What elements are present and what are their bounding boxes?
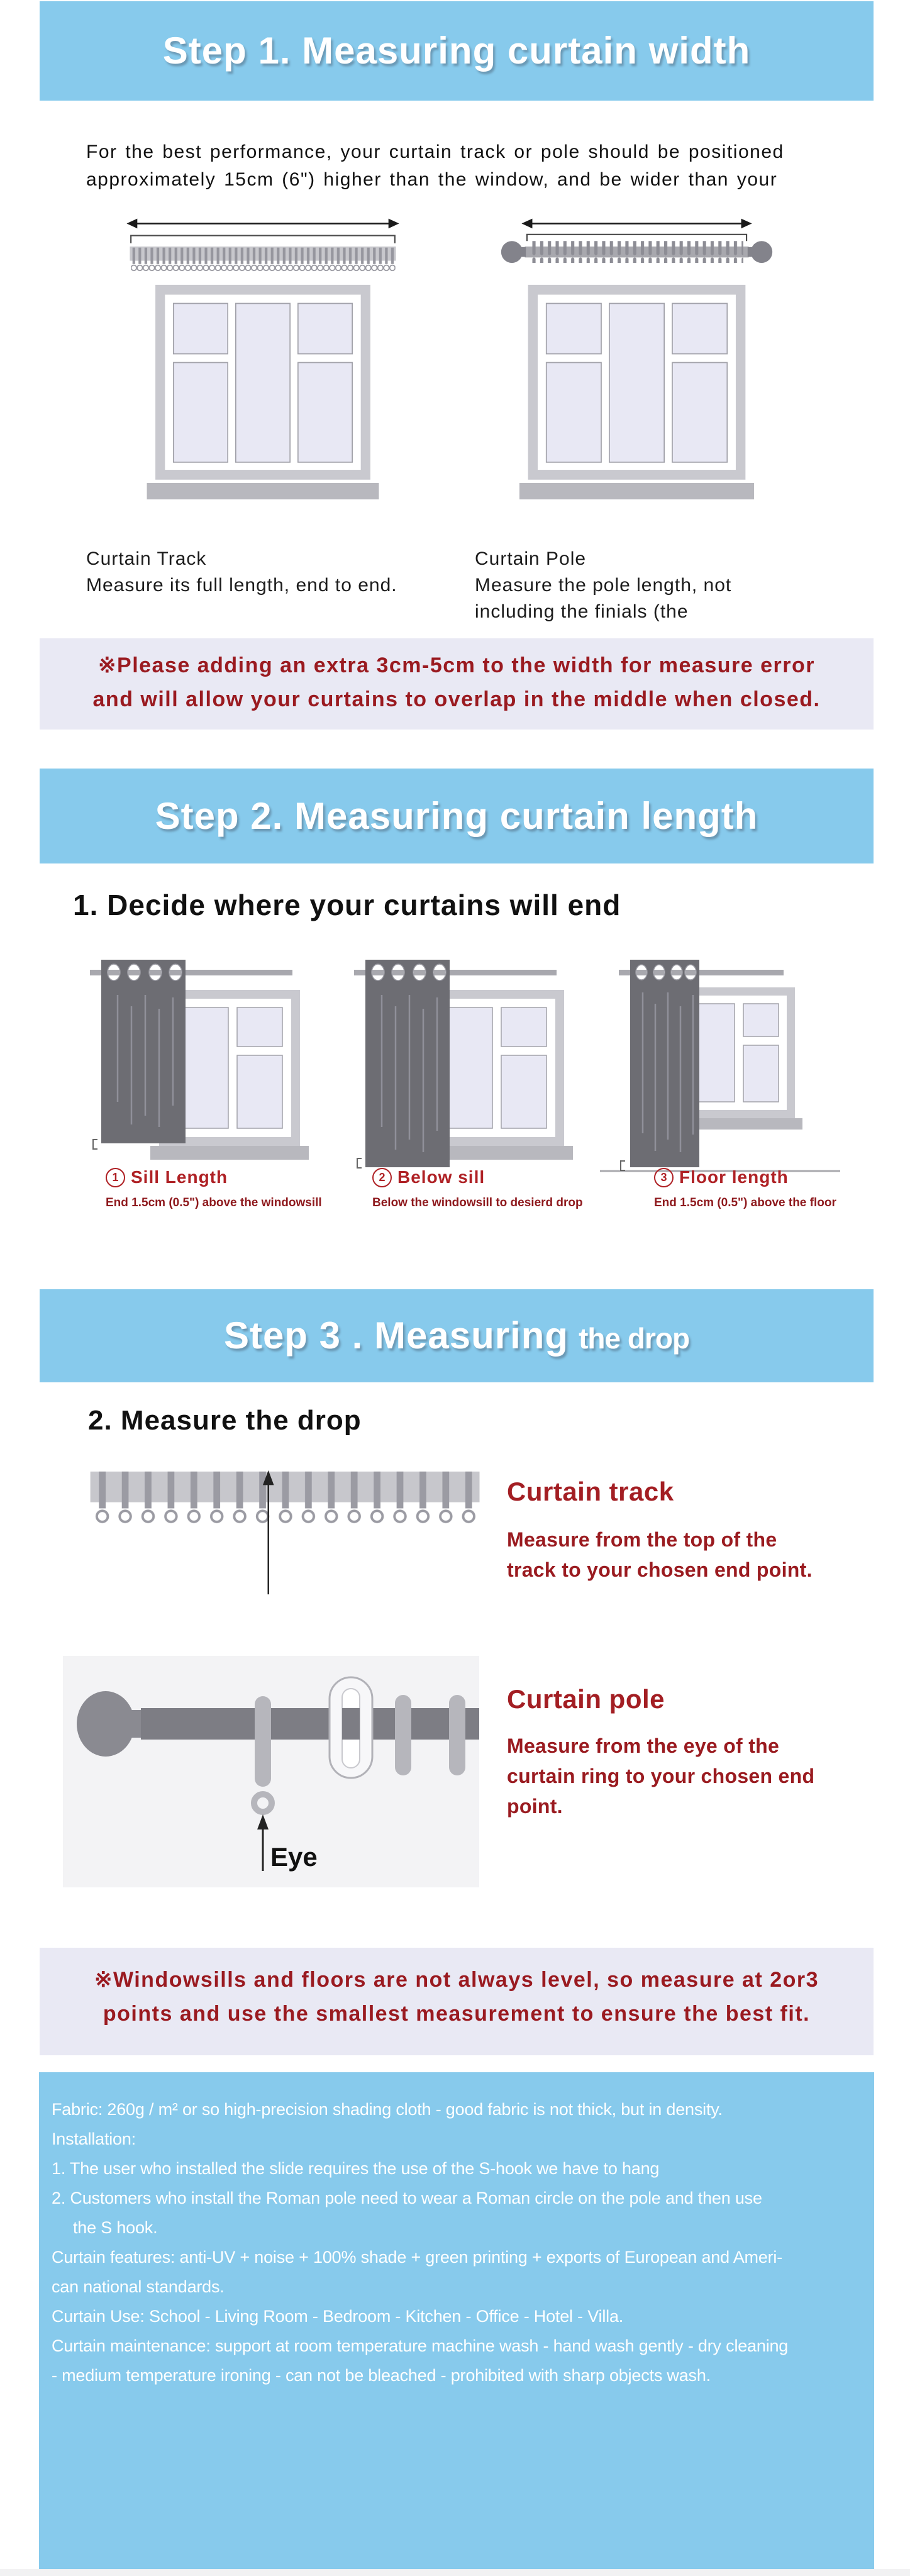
curtain-pole-title: Curtain pole (507, 1684, 665, 1714)
window-sill (147, 483, 379, 499)
curtain-pole-caption-body-2: including the finials (the (475, 601, 689, 622)
floor-length-diagram (597, 951, 843, 1182)
step2-heading: 1. Decide where your curtains will end (73, 889, 621, 921)
length-mark (357, 1158, 362, 1168)
below-sill-diagram (349, 951, 594, 1182)
step3-banner (40, 1289, 874, 1382)
curtain-track-caption-title: Curtain Track (86, 548, 207, 569)
info-line-install-2b: the S hook. (73, 2218, 158, 2237)
info-line-installation: Installation: (52, 2129, 136, 2148)
option-2-title: Below sill (397, 1167, 486, 1187)
length-mark (621, 1161, 625, 1170)
option-2-caption (372, 1167, 485, 1187)
pole-finial-icon (77, 1691, 141, 1757)
curtain-pole-closeup-panel (63, 1656, 479, 1887)
window-sill (150, 1146, 309, 1160)
curtain-track-line-2: track to your chosen end point. (507, 1558, 813, 1581)
width-note (40, 638, 874, 730)
info-line-features-2: can national standards. (52, 2277, 225, 2296)
step1-intro-line-2: approximately 15cm (6") higher than the window, and be wider than your (86, 169, 778, 190)
info-line-install-1: 1. The user who installed the slide requires the use of the S-hook we have to hang (52, 2159, 660, 2178)
sill-length-diagram (85, 951, 330, 1182)
curtain-pole-line-2: curtain ring to your chosen end (507, 1765, 815, 1787)
step1-banner: Step 1. Measuring curtain width (40, 1, 874, 101)
eye-arrow-icon (257, 1814, 269, 1871)
curtain-icon (365, 960, 450, 1167)
curtain-pole-line-1: Measure from the eye of the (507, 1735, 780, 1757)
curtain-pole-caption-body-1: Measure the pole length, not (475, 575, 732, 596)
step1-intro (86, 138, 866, 194)
level-note-line-1: ※Windowsills and floors are not always level, so measure at 2or3 (94, 1968, 819, 1992)
circled-number-icon: 1 (106, 1168, 125, 1187)
option-1-caption (106, 1167, 228, 1187)
window (147, 285, 379, 499)
curtain-pole-caption (475, 546, 731, 625)
info-line-maintenance-2: - medium temperature ironing - can not be bleached - prohibited with sharp objects wash. (52, 2366, 711, 2385)
curtain-ring-with-eye (254, 1696, 272, 1812)
wall-bracket-icon (330, 1677, 372, 1778)
curtain-track-icon (130, 213, 396, 274)
option-3-caption (654, 1167, 789, 1187)
step3-heading: 2. Measure the drop (88, 1405, 362, 1436)
window (519, 285, 754, 499)
width-note-line-1: ※Please adding an extra 3cm-5cm to the width for measure error (98, 653, 815, 677)
info-line-fabric: Fabric: 260g / m² or so high-precision shading cloth - good fabric is not thick, but in density. (52, 2100, 723, 2119)
step3-banner-sub: the drop (579, 1322, 690, 1355)
option-3-desc: End 1.5cm (0.5") above the floor (654, 1196, 836, 1209)
circled-number-icon: 2 (372, 1168, 392, 1187)
curtain-track-text (507, 1524, 813, 1585)
step3-banner-main: Step 3 . Measuring (223, 1314, 569, 1357)
length-mark (93, 1140, 97, 1149)
curtain-icon (101, 960, 186, 1143)
curtain-track-closeup-diagram (88, 1468, 486, 1597)
option-2-desc: Below the windowsill to desierd drop (372, 1196, 583, 1209)
curtain-pole-caption-title: Curtain Pole (475, 548, 587, 569)
level-note-line-2: points and use the smallest measurement to ensure the best fit. (103, 2002, 811, 2026)
option-1-desc: End 1.5cm (0.5") above the windowsill (106, 1196, 322, 1209)
curtain-track-line-1: Measure from the top of the (507, 1528, 777, 1551)
info-line-use: Curtain Use: School - Living Room - Bedroom - Kitchen - Office - Hotel - Villa. (52, 2307, 624, 2326)
width-arrow-icon (521, 219, 752, 229)
step1-intro-line-1: For the best performance, your curtain track or pole should be positioned (86, 142, 784, 162)
bottom-strip (0, 2569, 910, 2576)
curtain-track-window-diagram (125, 213, 401, 508)
curtain-pole-line-3: point. (507, 1795, 563, 1818)
curtain-pole-text (507, 1731, 814, 1821)
info-line-maintenance: Curtain maintenance: support at room temperature machine wash - hand wash gently - dry cleaning (52, 2336, 789, 2355)
pole-bar (141, 1708, 479, 1740)
width-note-line-2: and will allow your curtains to overlap in the middle when closed. (92, 687, 821, 711)
window-sill (519, 483, 754, 499)
curtain-icon (630, 960, 699, 1167)
level-note (40, 1948, 874, 2055)
option-3-title: Floor length (679, 1167, 789, 1187)
curtain-pole-icon (501, 241, 772, 263)
curtain-track-caption (86, 546, 397, 599)
curtain-track-caption-body: Measure its full length, end to end. (86, 575, 397, 596)
option-1-title: Sill Length (131, 1167, 228, 1187)
curtain-ring (449, 1695, 465, 1775)
measure-bracket (527, 235, 746, 241)
curtain-ring (395, 1695, 411, 1775)
step2-banner: Step 2. Measuring curtain length (40, 769, 874, 863)
circled-number-icon: 3 (654, 1168, 674, 1187)
curtain-pole-window-diagram (497, 213, 777, 508)
product-info-panel (39, 2072, 874, 2569)
eye-label: Eye (270, 1842, 318, 1872)
info-line-install-2: 2. Customers who install the Roman pole need to wear a Roman circle on the pole and then use (52, 2189, 762, 2207)
curtain-track-title: Curtain track (507, 1477, 674, 1506)
info-line-features: Curtain features: anti-UV + noise + 100% shade + green printing + exports of European and Ameri- (52, 2248, 783, 2267)
